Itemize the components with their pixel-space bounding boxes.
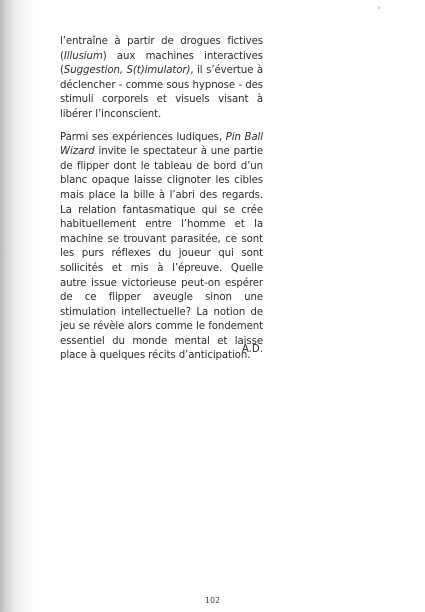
body-text	[60, 35, 263, 372]
author-signature: A.D.	[241, 344, 263, 355]
corner-mark: »	[376, 4, 381, 12]
paragraph-2-italic-1: Pin Ball Wizard	[60, 131, 263, 158]
paragraph-2-part-1: Parmi ses expériences ludiques,	[60, 131, 226, 143]
paragraph-2-part-2: invite le spectateur à une partie de flipper dont le tableau de bord d’un blanc opaque laisse clignoter les cibles mais place la bille à l’abri des regards. La relation fantasmatique qui se crée habituellement entre l’homme et la machine se trouvant parasitée, ce sont les purs réflexes du joueur qui sont sollicités et mis à l’épreuve. Quelle autre issue victorieuse peut-on espérer de ce flipper aveugle sinon une stimulation intellectuelle? La notion de jeu se révèle alors comme le fondement essentiel du monde mental et laisse place à quelques récits d’anticipation.	[60, 146, 263, 362]
paragraph-1	[60, 35, 263, 123]
paragraph-1-italic-1: Illusium	[63, 50, 103, 62]
page-number: 102	[204, 596, 221, 605]
paragraph-1-italic-2: Suggestion, S(t)imulator)	[63, 65, 191, 77]
paragraph-1-part-3: , il s’évertue à déclencher - comme sous hypnose - des stimuli corporels et visuels visant à libérer l’inconscient.	[60, 65, 263, 120]
paragraph-1-part-1: l’entraîne à partir de drogues fictives (	[60, 36, 263, 62]
paragraph-2	[60, 131, 263, 365]
paragraph-1-part-2: ) aux machines interactives (	[60, 50, 263, 77]
